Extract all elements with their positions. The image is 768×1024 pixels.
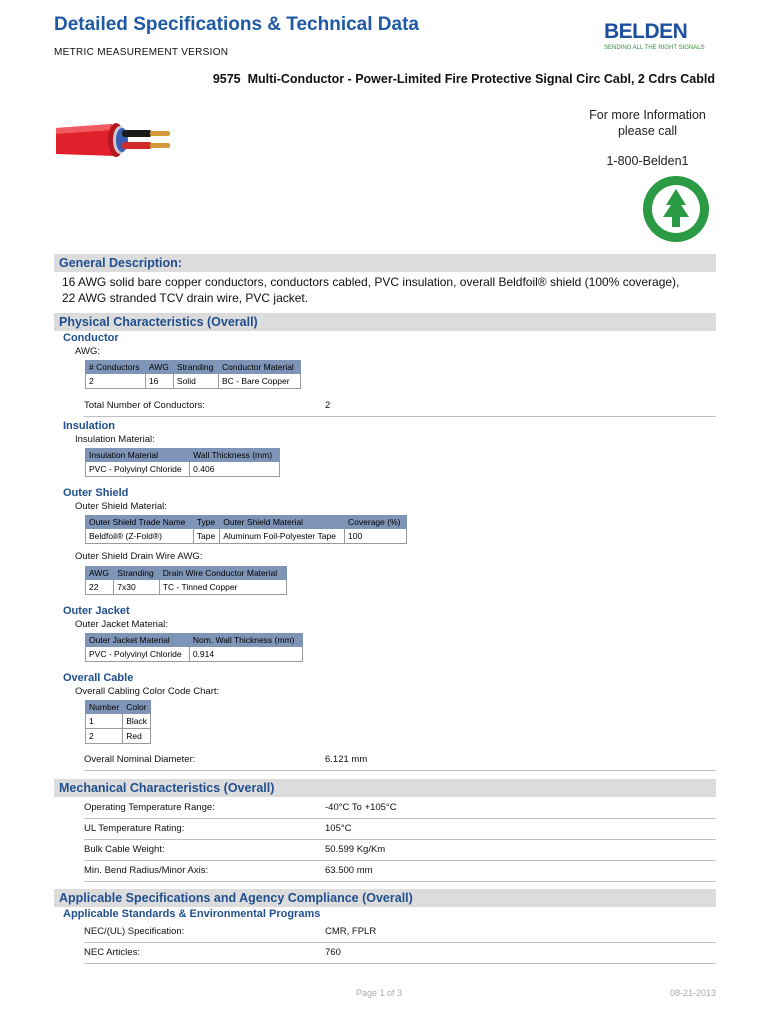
table-cell: 16 [145, 374, 173, 389]
compliance-heading: Applicable Specifications and Agency Compliance (Overall) [54, 889, 716, 907]
table-cell: 2 [86, 374, 146, 389]
table-cell: BC - Bare Copper [219, 374, 301, 389]
row-value: 105°C [325, 823, 352, 834]
table-header: # Conductors [86, 361, 146, 374]
general-description-text: 16 AWG solid bare copper conductors, conductors cabled, PVC insulation, overall Beldfoil® shield (100% coverage), 22 AWG stranded TCV drain wire, PVC jacket. [62, 275, 680, 305]
table-header: Outer Jacket Material [86, 634, 190, 647]
table-cell: 0.914 [189, 647, 302, 662]
mechanical-row [84, 861, 716, 882]
drain-wire-label: Outer Shield Drain Wire AWG: [75, 551, 203, 562]
belden-logo [604, 20, 704, 51]
general-description-heading: General Description: [54, 254, 716, 272]
part-number: 9575 [212, 72, 241, 86]
row-label: Min. Bend Radius/Minor Axis: [84, 865, 209, 876]
table-cell: Red [123, 729, 151, 744]
overall-cable-heading: Overall Cable [63, 672, 134, 684]
contact-info [580, 107, 715, 169]
compliance-row [84, 922, 716, 943]
product-title [213, 72, 715, 86]
table-header: Drain Wire Conductor Material [159, 567, 286, 580]
overall-diameter-row [84, 750, 716, 771]
table-cell: 0.406 [190, 462, 280, 477]
outer-jacket-material-label: Outer Jacket Material: [75, 619, 168, 630]
row-label: UL Temperature Rating: [84, 823, 185, 834]
table-header: Outer Shield Material [220, 516, 345, 529]
bare-compliant-badge [642, 175, 710, 243]
row-label: NEC/(UL) Specification: [84, 926, 185, 937]
physical-characteristics-heading: Physical Characteristics (Overall) [54, 313, 716, 331]
page-number: Page 1 of 3 [356, 988, 403, 998]
insulation-table [85, 448, 280, 477]
color-code-label: Overall Cabling Color Code Chart: [75, 686, 220, 697]
logo-tagline: SENDING ALL THE RIGHT SIGNALS [604, 45, 705, 51]
table-header: Color [123, 701, 151, 714]
outer-shield-table [85, 515, 407, 544]
standards-subheading: Applicable Standards & Environmental Programs [63, 908, 321, 920]
info-line-1: For more Information [589, 108, 706, 122]
table-header: Insulation Material [86, 449, 190, 462]
row-label: Operating Temperature Range: [84, 802, 215, 813]
table-cell: Tape [193, 529, 220, 544]
table-header: Number [86, 701, 123, 714]
table-header: Stranding [114, 567, 159, 580]
outer-jacket-heading: Outer Jacket [63, 605, 130, 617]
table-cell: 100 [345, 529, 407, 544]
table-header: Outer Shield Trade Name [86, 516, 194, 529]
mechanical-row [84, 798, 716, 819]
row-value: 2 [325, 400, 331, 411]
outer-shield-heading: Outer Shield [63, 487, 129, 499]
table-cell: 7x30 [114, 580, 159, 595]
table-header: AWG [86, 567, 114, 580]
table-cell: Solid [173, 374, 218, 389]
row-value: -40°C To +105°C [325, 802, 397, 813]
row-label: Total Number of Conductors: [84, 400, 205, 411]
table-header: Wall Thickness (mm) [190, 449, 280, 462]
table-header: Nom. Wall Thickness (mm) [189, 634, 302, 647]
mechanical-characteristics-heading: Mechanical Characteristics (Overall) [54, 779, 716, 797]
table-header: Conductor Material [219, 361, 301, 374]
total-conductors-row [84, 396, 716, 417]
insulation-material-label: Insulation Material: [75, 434, 155, 445]
table-cell: 22 [86, 580, 114, 595]
table-cell: Beldfoil® (Z-Fold®) [86, 529, 194, 544]
table-cell: Aluminum Foil-Polyester Tape [220, 529, 345, 544]
row-label: Bulk Cable Weight: [84, 844, 165, 855]
product-name: Multi-Conductor - Power-Limited Fire Protective Signal Circ Cabl, 2 Cdrs Cabld [247, 72, 715, 86]
outer-jacket-table [85, 633, 303, 662]
table-header: AWG [145, 361, 173, 374]
table-cell: Black [123, 714, 151, 729]
table-cell: 1 [86, 714, 123, 729]
table-cell: PVC - Polyvinyl Chloride [86, 462, 190, 477]
row-value: 63.500 mm [325, 865, 373, 876]
info-line-2: please call [617, 124, 678, 138]
conductor-table [85, 360, 301, 389]
mechanical-row [84, 819, 716, 840]
table-header: Coverage (%) [345, 516, 407, 529]
table-header: Type [193, 516, 220, 529]
compliance-row [84, 943, 716, 964]
measurement-version: METRIC MEASUREMENT VERSION [54, 47, 229, 58]
row-value: 6.121 mm [325, 754, 368, 765]
table-cell: 2 [86, 729, 123, 744]
page-title: Detailed Specifications & Technical Data [54, 14, 419, 35]
row-value: 760 [325, 947, 341, 958]
awg-label: AWG: [75, 346, 100, 357]
conductor-heading: Conductor [63, 332, 119, 344]
row-value: CMR, FPLR [325, 926, 377, 937]
color-code-table [85, 700, 151, 744]
row-label: NEC Articles: [84, 947, 140, 958]
mechanical-row [84, 840, 716, 861]
table-cell: TC - Tinned Copper [159, 580, 286, 595]
cable-image [54, 118, 174, 164]
row-value: 50.599 Kg/Km [325, 844, 386, 855]
logo-wordmark: BELDEN [604, 20, 688, 43]
drain-wire-table [85, 566, 287, 595]
document-date: 08-21-2013 [669, 988, 716, 998]
insulation-heading: Insulation [63, 420, 115, 432]
table-header: Stranding [173, 361, 218, 374]
table-cell: PVC - Polyvinyl Chloride [86, 647, 190, 662]
phone-number: 1-800-Belden1 [606, 154, 689, 168]
row-label: Overall Nominal Diameter: [84, 754, 196, 765]
outer-shield-material-label: Outer Shield Material: [75, 501, 167, 512]
